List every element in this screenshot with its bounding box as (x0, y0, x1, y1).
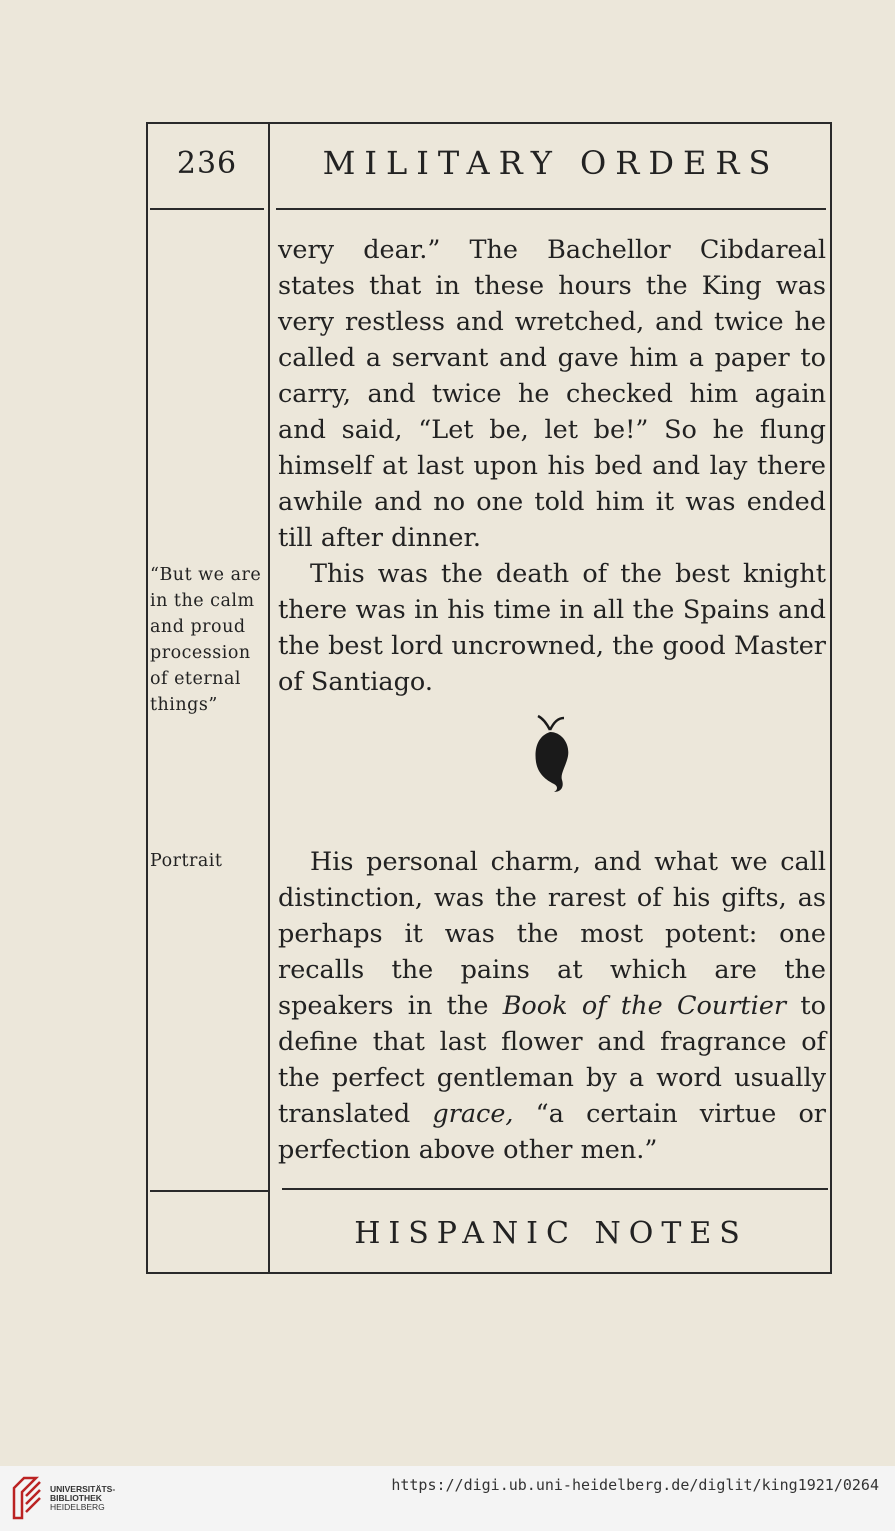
library-name-line-1: UNIVERSITÄTS- (50, 1484, 116, 1494)
grace-word: grace, (432, 1099, 514, 1129)
library-name-line-2: BIBLIOTHEK (50, 1493, 102, 1503)
margin-column-rule (268, 124, 270, 1274)
paragraph-2: This was the death of the best knight there was in his time in all the Spains and the best lord uncrowned, the good Master of Santiago. (278, 559, 826, 697)
header-rule-left (150, 208, 264, 210)
paragraph-3 (278, 844, 826, 1168)
footer-title: HISPANIC NOTES (354, 1216, 748, 1251)
margin-note-quote: “But we are in the calm and proud procession of eternal things” (150, 565, 262, 715)
body-text (278, 232, 826, 1168)
paragraph-1: very dear.” The Bachellor Cibdareal states that in these hours the King was very restless and wretched, and twice he called a servant and gave him a paper to carry, and twice he checked him again and said, “Let be, let be!” So he flung himself at last upon his bed and lay there awhile and no one told him it was ended till after dinner. (278, 235, 826, 553)
page-number: 236 (176, 146, 238, 181)
library-name (50, 1485, 115, 1512)
footer-rule-left (150, 1190, 268, 1192)
paragraph-3-text-a: His personal charm, and what we call distinction, was the rarest of his gifts, as perhaps it was the most potent: one recalls the pains at which are the speakers in the (278, 847, 826, 1021)
header-rule-right (276, 208, 826, 210)
pepper-ornament-icon (528, 714, 576, 794)
source-url-link[interactable]: https://digi.ub.uni-heidelberg.de/diglit/king1921/0264 (391, 1476, 879, 1494)
running-head: MILITARY ORDERS (322, 144, 780, 182)
paragraph-3-text-c: “a certain virtue or perfection above other men.” (278, 1099, 827, 1165)
margin-note-portrait: Portrait (150, 851, 223, 871)
book-title: Book of the Courtier (502, 991, 787, 1021)
library-logo-icon (10, 1474, 46, 1522)
paragraph-3-text-b: to define that last flower and fragrance of the perfect gentleman by a word usually translated (278, 991, 826, 1129)
footer-rule-right (282, 1188, 828, 1190)
library-name-line-3: HEIDELBERG (50, 1502, 105, 1512)
